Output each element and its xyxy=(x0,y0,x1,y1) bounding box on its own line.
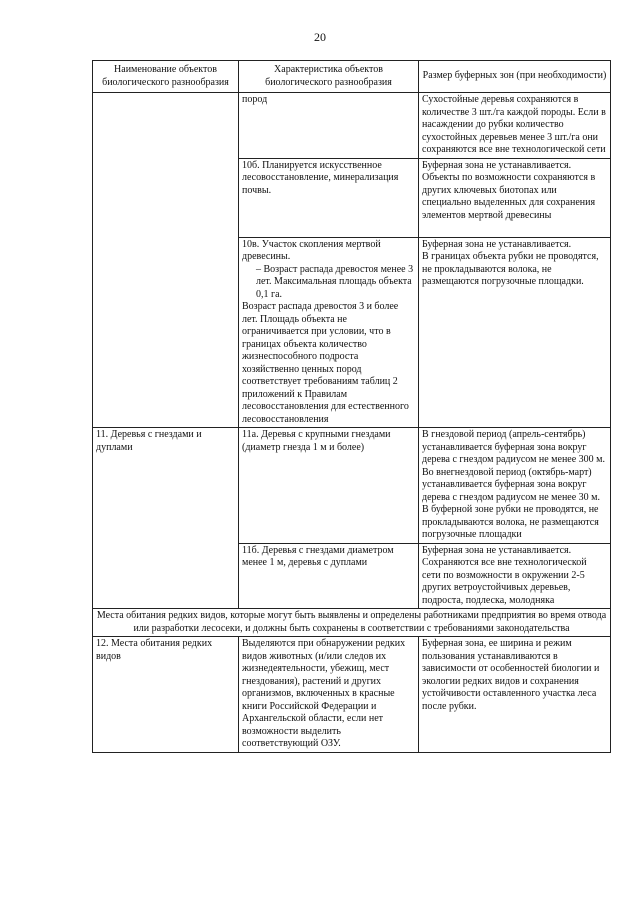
cell-buffer xyxy=(419,428,611,544)
cell-buffer xyxy=(419,543,611,609)
buffer-paragraph: В буферной зоне рубки не проводятся, не прокладываются волока, не размещаются погрузочные площадки xyxy=(422,504,599,540)
cell-buffer: Сухостойные деревья сохраняются в количестве 3 шт./га каждой породы. Если в насаждении до рубки количество сухостойных деревьев менее 3 шт./га они сохраняются все вне технологической сети xyxy=(419,93,611,159)
buffer-paragraph: В границах объекта рубки не проводятся, не прокладываются волока, не размещаются погрузочные площадки. xyxy=(422,251,599,287)
header-characteristics: Характеристика объектов биологического разнообразия xyxy=(239,61,419,93)
cell-characteristic: пород xyxy=(239,93,419,159)
char-paragraph: – Возраст распада древостоя менее 3 лет. Максимальная площадь объекта 0,1 га. xyxy=(256,263,414,300)
cell-name: 12. Места обитания редких видов xyxy=(93,637,239,753)
cell-buffer xyxy=(419,237,611,428)
biodiversity-table xyxy=(92,60,611,753)
cell-name-continued xyxy=(93,93,239,428)
header-objects: Наименование объектов биологического разнообразия xyxy=(93,61,239,93)
cell-characteristic: 11а. Деревья с крупными гнездами (диаметр гнезда 1 м и более) xyxy=(239,428,419,544)
char-paragraph: Возраст распада древостоя 3 и более лет. Площадь объекта не ограничивается при условии, что в границах объекта количество жизнеспособного подроста хозяйственно ценных пород соответствует требованиям таблиц 2 приложений к Правилам лесовосстановления для естественного лесовосстановления xyxy=(242,301,409,425)
buffer-paragraph: Буферная зона не устанавливается. xyxy=(422,238,572,250)
table-row xyxy=(93,428,611,544)
page-number: 20 xyxy=(314,30,326,44)
cell-characteristic: Выделяются при обнаружении редких видов животных (и/или следов их жизнедеятельности, убежищ, мест гнездования), растений и других организмов, включенных в красные книги Российской Федерации и Архангельской области, если нет возможности выделить соответствующий ОЗУ. xyxy=(239,637,419,753)
cell-name: 11. Деревья с гнездами и дуплами xyxy=(93,428,239,609)
table-header-row xyxy=(93,61,611,93)
section-row xyxy=(93,609,611,637)
cell-buffer: Буферная зона, ее ширина и режим пользования устанавливаются в зависимости от особенностей биологии и экологии редких видов и сохранения устойчивости оставленного участка леса после рубки. xyxy=(419,637,611,753)
table-row xyxy=(93,637,611,753)
cell-characteristic: 11б. Деревья с гнездами диаметром менее 1 м, деревья с дуплами xyxy=(239,543,419,609)
header-buffer-size: Размер буферных зон (при необходимости) xyxy=(419,61,611,93)
char-paragraph: 10в. Участок скопления мертвой древесины. xyxy=(242,238,381,262)
table-row xyxy=(93,93,611,159)
buffer-paragraph: Во внегнездовой период (октябрь-март) устанавливается буферная зона вокруг дерева с гнездом радиусом не менее 30 м. xyxy=(422,466,601,503)
cell-characteristic: 10б. Планируется искусственное лесовосстановление, минерализация почвы. xyxy=(239,158,419,237)
buffer-paragraph: Буферная зона не устанавливается. xyxy=(422,544,572,556)
cell-buffer: Буферная зона не устанавливается. Объекты по возможности сохраняются в других ключевых биотопах или специально выделенных для сохранения элементов мертвой древесины xyxy=(419,158,611,237)
section-heading: Места обитания редких видов, которые могут быть выявлены и определены работниками предприятия во время отвода или разработки лесосеки, и должны быть сохранены в соответствии с требованиями законодательства xyxy=(93,609,611,637)
buffer-paragraph: В гнездовой период (апрель-сентябрь) устанавливается буферная зона вокруг дерева с гнездом радиусом не менее 300 м. xyxy=(422,429,606,465)
cell-characteristic xyxy=(239,237,419,428)
buffer-paragraph: Сохраняются все вне технологической сети по возможности в окружении 2-5 других ветроустойчивых деревьев, подроста, подлеска, молодняка xyxy=(422,557,587,606)
